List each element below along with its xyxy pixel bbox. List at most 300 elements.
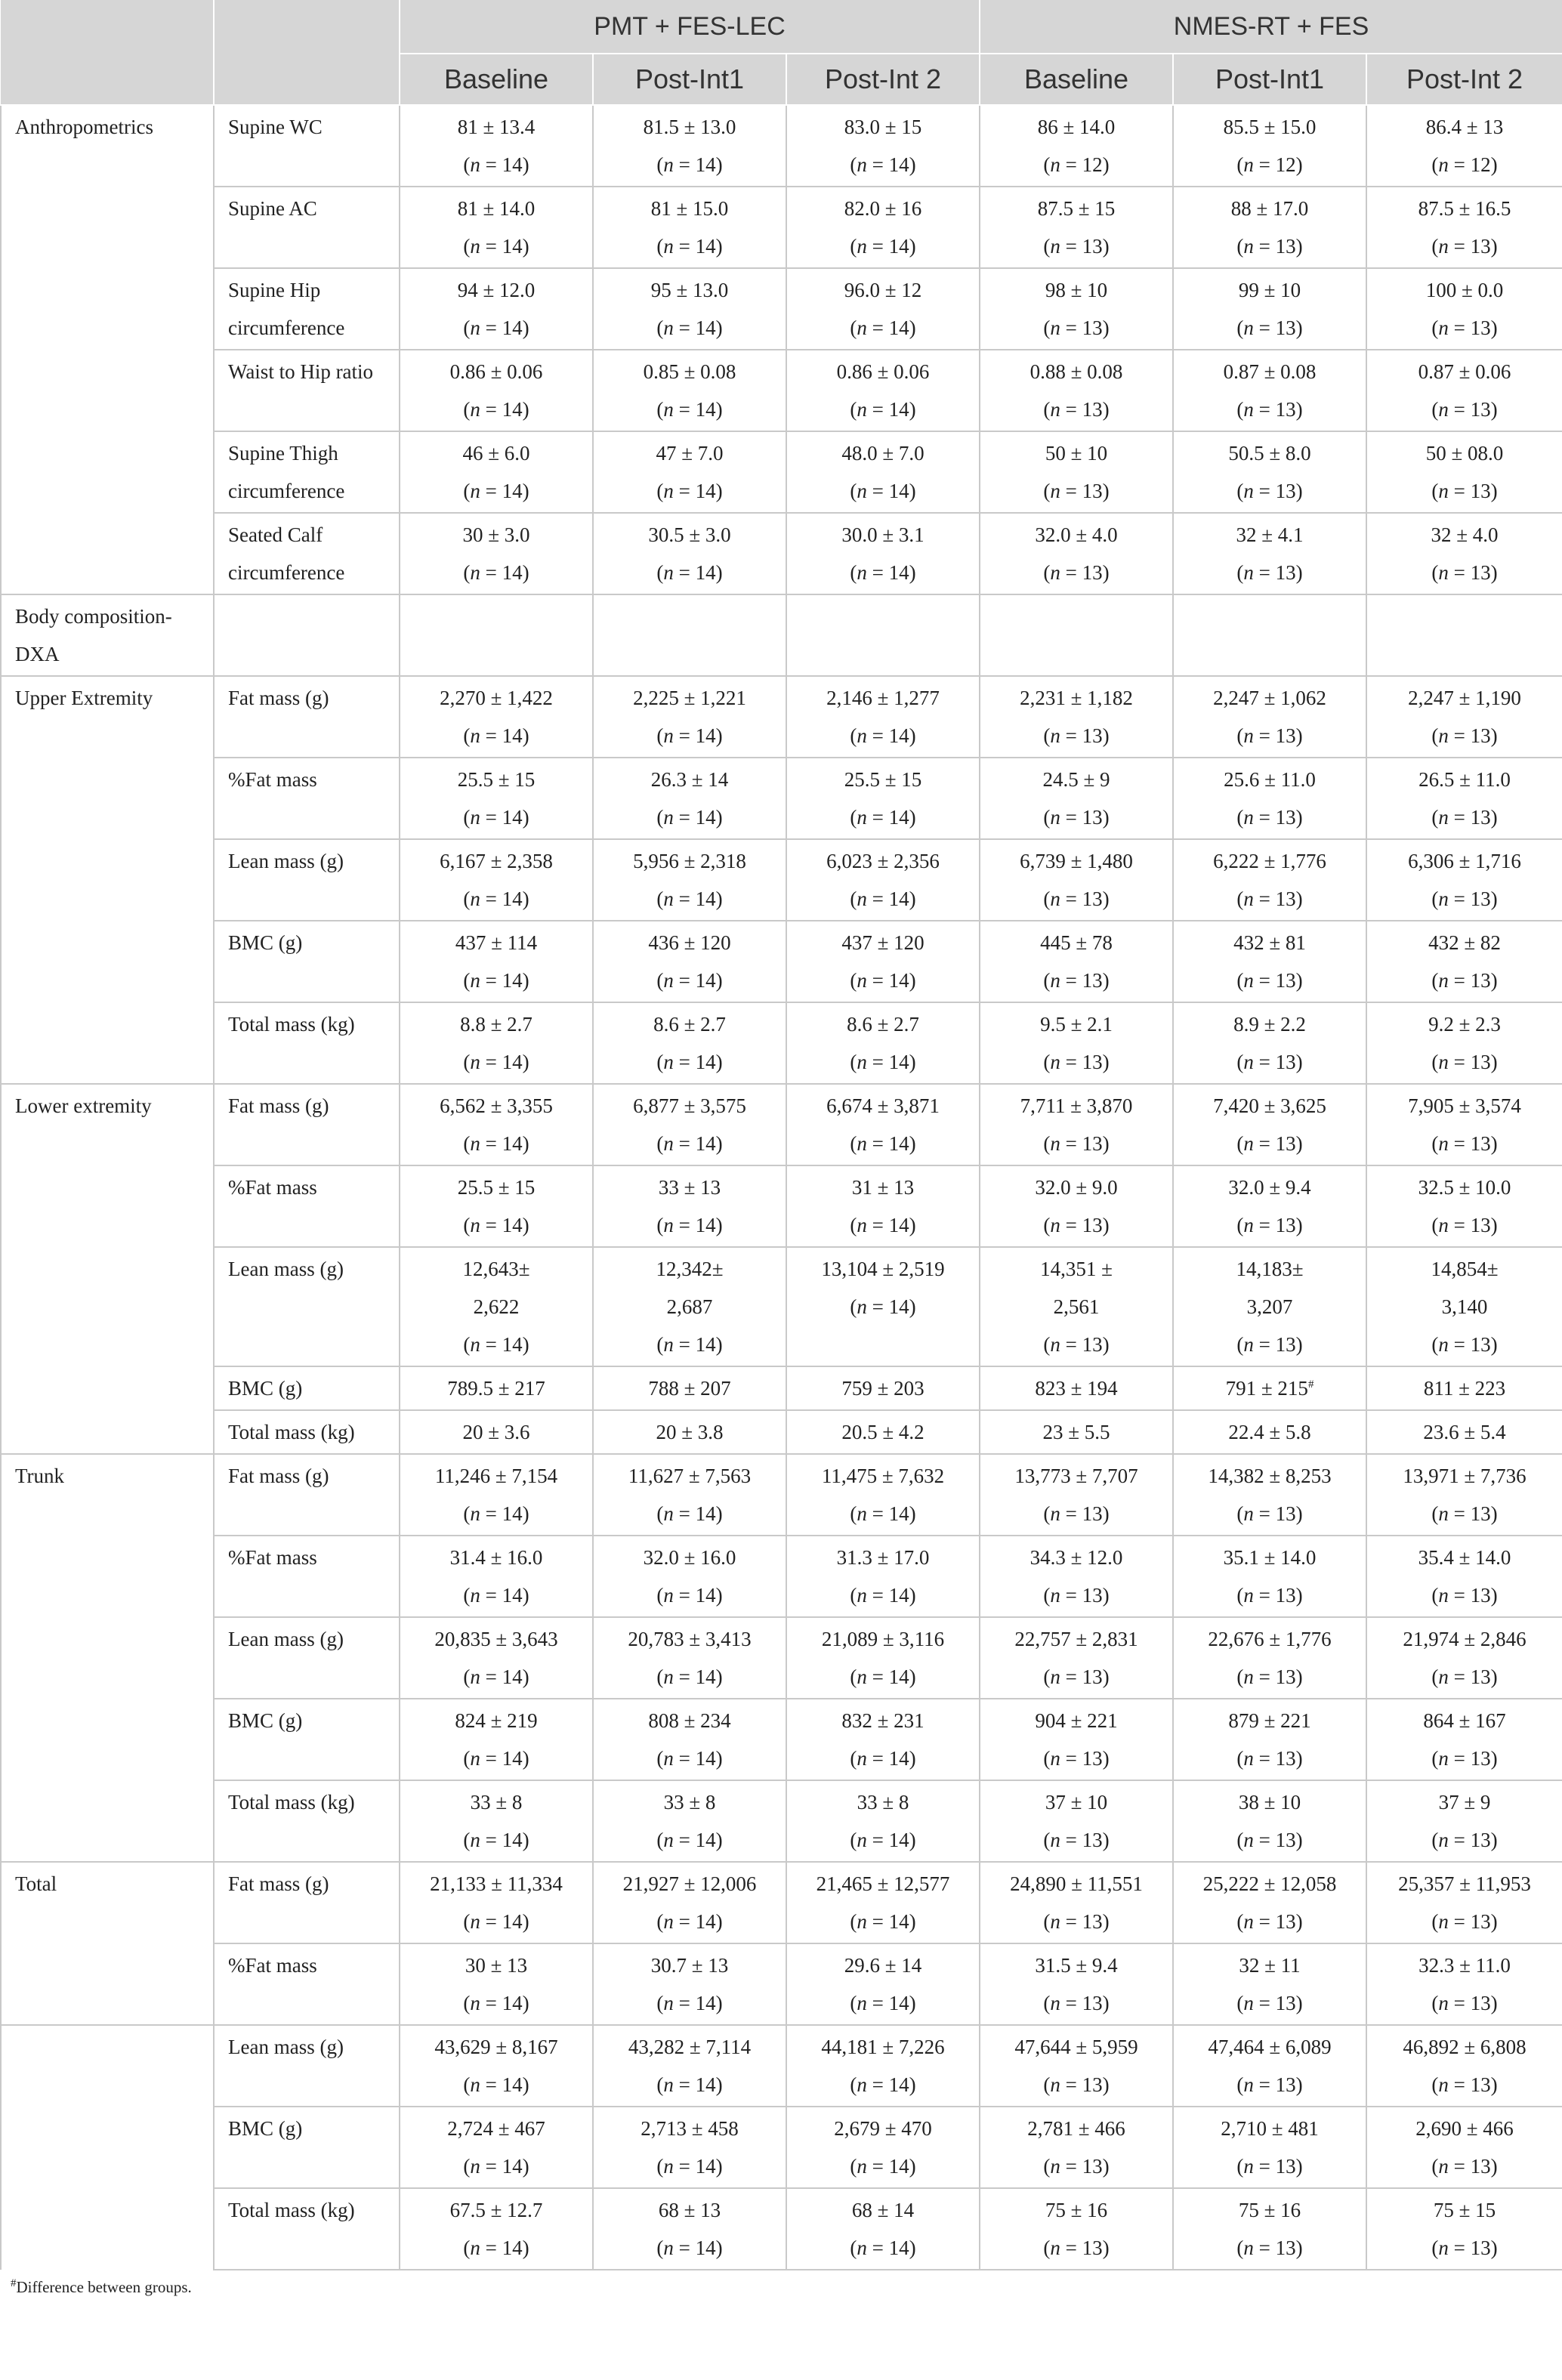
- mean-sd-value: 0.86 ± 0.06: [449, 360, 543, 383]
- mean-sd-value: 30 ± 13: [465, 1954, 528, 1977]
- sample-size: (n = 13): [1431, 806, 1498, 829]
- mean-sd-value: 14,382 ± 8,253: [1208, 1465, 1332, 1487]
- value-cell: [1366, 105, 1562, 187]
- sample-size: (n = 14): [850, 969, 916, 992]
- n-value: 14: [695, 1992, 716, 2014]
- value-cell: [400, 513, 593, 594]
- mean-sd-value: 14,351 ± 2,561: [1040, 1258, 1113, 1318]
- n-label: n: [1050, 480, 1060, 502]
- n-value: 14: [502, 235, 523, 258]
- n-value: 14: [502, 398, 523, 421]
- mean-sd-value: 11,475 ± 7,632: [821, 1465, 945, 1487]
- n-label: n: [857, 1584, 867, 1607]
- n-value: 13: [1470, 1910, 1491, 1933]
- value-cell: [1173, 758, 1366, 839]
- mean-sd-value: 26.3 ± 14: [650, 768, 729, 791]
- n-label: n: [1243, 153, 1254, 176]
- mean-sd-value: 0.86 ± 0.06: [836, 360, 930, 383]
- n-label: n: [1438, 480, 1449, 502]
- n-value: 14: [888, 153, 909, 176]
- mean-sd-value: 81 ± 13.4: [457, 116, 536, 138]
- timepoint-header: Post-Int 2: [1366, 54, 1562, 105]
- n-value: 13: [1275, 316, 1296, 339]
- timepoint-header: Post-Int1: [593, 54, 786, 105]
- value-cell: [786, 1247, 980, 1366]
- group-header-nmes-rt-fes: NMES-RT + FES: [980, 0, 1562, 54]
- value-cell: [1366, 2188, 1562, 2270]
- mean-sd-value: 432 ± 82: [1428, 931, 1501, 954]
- table-row: [1, 1002, 1562, 1084]
- n-value: 13: [1082, 2155, 1103, 2178]
- n-label: n: [857, 969, 867, 992]
- n-value: 14: [502, 1333, 523, 1356]
- sample-size: (n = 13): [1043, 2155, 1110, 2178]
- sample-size: (n = 14): [463, 2236, 529, 2259]
- mean-sd-value: 6,167 ± 2,358: [440, 850, 553, 872]
- sample-size: (n = 13): [1043, 1502, 1110, 1525]
- mean-sd-value: 789.5 ± 217: [447, 1377, 545, 1400]
- n-label: n: [470, 887, 480, 910]
- sample-size: (n = 14): [656, 887, 723, 910]
- sample-size: (n = 13): [1043, 1829, 1110, 1851]
- mean-sd-value: 46 ± 6.0: [462, 442, 530, 465]
- n-label: n: [470, 153, 480, 176]
- n-value: 14: [502, 969, 523, 992]
- n-value: 13: [1470, 316, 1491, 339]
- sample-size: (n = 13): [1236, 316, 1303, 339]
- n-label: n: [1050, 1584, 1060, 1607]
- sample-size: (n = 14): [463, 2155, 529, 2178]
- n-value: 13: [1082, 480, 1103, 502]
- n-label: n: [470, 1132, 480, 1155]
- sample-size: (n = 12): [1236, 153, 1303, 176]
- sample-size: (n = 14): [850, 1502, 916, 1525]
- n-value: 14: [888, 969, 909, 992]
- sample-size: (n = 14): [850, 1051, 916, 1073]
- row-variable: %Fat mass: [214, 1943, 400, 2025]
- n-value: 13: [1275, 1502, 1296, 1525]
- n-label: n: [1050, 969, 1060, 992]
- table-row: [1, 839, 1562, 921]
- sample-size: (n = 14): [656, 1333, 723, 1356]
- row-category: Anthropometrics: [1, 105, 214, 594]
- n-value: 14: [695, 561, 716, 584]
- n-label: n: [1050, 1214, 1060, 1236]
- value-cell: [400, 431, 593, 513]
- mean-sd-value: 2,146 ± 1,277: [826, 687, 940, 709]
- n-value: 14: [888, 806, 909, 829]
- n-label: n: [857, 806, 867, 829]
- n-value: 14: [695, 235, 716, 258]
- mean-sd-value: 9.2 ± 2.3: [1428, 1013, 1501, 1036]
- sample-size: (n = 14): [850, 887, 916, 910]
- value-cell: [1366, 1410, 1562, 1454]
- value-cell: [1366, 1165, 1562, 1247]
- n-value: 14: [695, 1132, 716, 1155]
- sample-size: (n = 13): [1043, 1665, 1110, 1688]
- mean-sd-value: 0.85 ± 0.08: [643, 360, 736, 383]
- n-value: 13: [1275, 1333, 1296, 1356]
- n-value: 14: [502, 2073, 523, 2096]
- n-value: 14: [888, 2155, 909, 2178]
- mean-sd-value: 21,089 ± 3,116: [821, 1628, 945, 1650]
- n-value: 13: [1275, 561, 1296, 584]
- row-variable: Seated Calf circumference: [214, 513, 400, 594]
- n-label: n: [470, 2155, 480, 2178]
- mean-sd-value: 31.5 ± 9.4: [1035, 1954, 1118, 1977]
- mean-sd-value: 2,247 ± 1,190: [1408, 687, 1521, 709]
- mean-sd-value: 445 ± 78: [1040, 931, 1113, 954]
- value-cell: [980, 1084, 1173, 1165]
- n-value: 13: [1082, 1910, 1103, 1933]
- sample-size: (n = 13): [1431, 1829, 1498, 1851]
- mean-sd-value: 100 ± 0.0: [1425, 279, 1504, 301]
- sample-size: (n = 14): [656, 1910, 723, 1933]
- n-value: 14: [695, 2155, 716, 2178]
- value-cell: [786, 1454, 980, 1536]
- mean-sd-value: 30 ± 3.0: [462, 523, 530, 546]
- value-cell: [1366, 1862, 1562, 1943]
- n-label: n: [1438, 2073, 1449, 2096]
- mean-sd-value: 0.87 ± 0.08: [1223, 360, 1317, 383]
- n-value: 13: [1470, 806, 1491, 829]
- value-cell: [786, 350, 980, 431]
- mean-sd-value: 20,835 ± 3,643: [434, 1628, 558, 1650]
- value-cell: [786, 268, 980, 350]
- mean-sd-value: 13,104 ± 2,519: [821, 1258, 945, 1280]
- sample-size: (n = 14): [850, 1295, 916, 1318]
- n-label: n: [1050, 1829, 1060, 1851]
- n-value: 14: [888, 480, 909, 502]
- n-value: 13: [1275, 2073, 1296, 2096]
- n-label: n: [470, 1502, 480, 1525]
- n-label: n: [1438, 1051, 1449, 1073]
- n-value: 13: [1470, 561, 1491, 584]
- n-value: 13: [1275, 1584, 1296, 1607]
- mean-sd-value: 44,181 ± 7,226: [821, 2036, 945, 2058]
- table-row: [1, 1862, 1562, 1943]
- sample-size: (n = 14): [463, 1665, 529, 1688]
- value-cell: [593, 2025, 786, 2107]
- mean-sd-value: 0.87 ± 0.06: [1418, 360, 1511, 383]
- n-value: 14: [695, 2073, 716, 2096]
- value-cell: [980, 105, 1173, 187]
- n-label: n: [1243, 561, 1254, 584]
- sample-size: (n = 14): [463, 1132, 529, 1155]
- n-label: n: [1243, 1051, 1254, 1073]
- n-value: 14: [502, 153, 523, 176]
- sample-size: (n = 13): [1431, 561, 1498, 584]
- mean-sd-value: 95 ± 13.0: [650, 279, 729, 301]
- sample-size: (n = 13): [1431, 398, 1498, 421]
- n-value: 13: [1082, 1829, 1103, 1851]
- n-label: n: [1050, 235, 1060, 258]
- n-value: 13: [1082, 1747, 1103, 1770]
- n-value: 13: [1470, 1132, 1491, 1155]
- table-row: [1, 1617, 1562, 1699]
- n-value: 14: [502, 1584, 523, 1607]
- value-cell: [1173, 921, 1366, 1002]
- sample-size: (n = 14): [850, 1132, 916, 1155]
- n-value: 14: [695, 1910, 716, 1933]
- mean-sd-value: 43,282 ± 7,114: [628, 2036, 752, 2058]
- value-cell: [593, 1699, 786, 1780]
- sample-size: (n = 13): [1043, 1333, 1110, 1356]
- sample-size: (n = 14): [463, 480, 529, 502]
- n-value: 13: [1275, 724, 1296, 747]
- n-value: 14: [502, 724, 523, 747]
- value-cell: [400, 1002, 593, 1084]
- mean-sd-value: 25.5 ± 15: [457, 1176, 536, 1199]
- n-label: n: [1438, 1665, 1449, 1688]
- mean-sd-value: 20.5 ± 4.2: [841, 1421, 925, 1443]
- sample-size: (n = 14): [850, 724, 916, 747]
- mean-sd-value: 25.5 ± 15: [457, 768, 536, 791]
- value-cell: [1173, 187, 1366, 268]
- mean-sd-value: 2,225 ± 1,221: [633, 687, 746, 709]
- mean-sd-value: 22.4 ± 5.8: [1228, 1421, 1311, 1443]
- sample-size: (n = 14): [850, 1910, 916, 1933]
- value-cell: [593, 1410, 786, 1454]
- n-value: 14: [888, 1829, 909, 1851]
- sample-size: (n = 13): [1431, 480, 1498, 502]
- n-label: n: [1438, 2155, 1449, 2178]
- n-label: n: [857, 1665, 867, 1688]
- n-label: n: [1438, 316, 1449, 339]
- n-value: 13: [1082, 1502, 1103, 1525]
- n-value: 14: [888, 561, 909, 584]
- n-value: 13: [1275, 1992, 1296, 2014]
- value-cell: [980, 1247, 1173, 1366]
- n-label: n: [1438, 724, 1449, 747]
- n-label: n: [663, 806, 674, 829]
- n-label: n: [663, 1747, 674, 1770]
- mean-sd-value: 26.5 ± 11.0: [1418, 768, 1511, 791]
- value-cell: [400, 105, 593, 187]
- n-label: n: [1438, 887, 1449, 910]
- row-variable: Total mass (kg): [214, 1780, 400, 1862]
- mean-sd-value: 81.5 ± 13.0: [643, 116, 736, 138]
- row-variable: Total mass (kg): [214, 1002, 400, 1084]
- mean-sd-value: 68 ± 13: [658, 2199, 721, 2221]
- value-cell: [786, 187, 980, 268]
- sample-size: (n = 13): [1431, 1910, 1498, 1933]
- n-value: 13: [1470, 235, 1491, 258]
- n-value: 13: [1275, 806, 1296, 829]
- mean-sd-value: 864 ± 167: [1423, 1709, 1506, 1732]
- row-variable: BMC (g): [214, 921, 400, 1002]
- mean-sd-value: 2,724 ± 467: [447, 2117, 545, 2140]
- sample-size: (n = 14): [656, 1132, 723, 1155]
- value-cell: [786, 1366, 980, 1410]
- n-value: 14: [695, 1665, 716, 1688]
- n-label: n: [663, 969, 674, 992]
- value-cell: [593, 1002, 786, 1084]
- n-label: n: [663, 1051, 674, 1073]
- n-value: 14: [502, 561, 523, 584]
- value-cell: [980, 1410, 1173, 1454]
- sample-size: (n = 13): [1236, 1992, 1303, 2014]
- sample-size: (n = 14): [463, 1584, 529, 1607]
- n-label: n: [1050, 2155, 1060, 2178]
- n-value: 14: [888, 887, 909, 910]
- mean-sd-value: 38 ± 10: [1238, 1791, 1301, 1814]
- mean-sd-value: 99 ± 10: [1238, 279, 1301, 301]
- sample-size: (n = 13): [1043, 480, 1110, 502]
- timepoint-header: Baseline: [980, 54, 1173, 105]
- n-value: 14: [502, 2155, 523, 2178]
- mean-sd-value: 94 ± 12.0: [457, 279, 536, 301]
- sample-size: (n = 14): [656, 1584, 723, 1607]
- value-cell: [1366, 839, 1562, 921]
- sample-size: (n = 13): [1236, 480, 1303, 502]
- sample-size: (n = 13): [1431, 1051, 1498, 1073]
- n-label: n: [1243, 1502, 1254, 1525]
- mean-sd-value: 34.3 ± 12.0: [1030, 1546, 1123, 1569]
- n-value: 14: [888, 1214, 909, 1236]
- n-value: 14: [502, 1665, 523, 1688]
- mean-sd-value: 50 ± 08.0: [1425, 442, 1504, 465]
- n-value: 13: [1275, 398, 1296, 421]
- n-label: n: [1243, 2236, 1254, 2259]
- sample-size: (n = 13): [1043, 1910, 1110, 1933]
- value-cell: [593, 187, 786, 268]
- sample-size: (n = 13): [1043, 1214, 1110, 1236]
- row-variable: Supine Thigh circumference: [214, 431, 400, 513]
- n-value: 14: [695, 1584, 716, 1607]
- value-cell: [400, 921, 593, 1002]
- value-cell: [400, 1780, 593, 1862]
- value-cell: [980, 1165, 1173, 1247]
- value-cell: [400, 839, 593, 921]
- mean-sd-value: 31.4 ± 16.0: [449, 1546, 543, 1569]
- row-variable: %Fat mass: [214, 1165, 400, 1247]
- table-row: [1, 1165, 1562, 1247]
- n-label: n: [857, 1910, 867, 1933]
- n-label: n: [857, 887, 867, 910]
- value-cell: [786, 921, 980, 1002]
- mean-sd-value: 6,023 ± 2,356: [826, 850, 940, 872]
- mean-sd-value: 21,465 ± 12,577: [816, 1872, 950, 1895]
- value-cell: [1366, 1536, 1562, 1617]
- row-variable: Supine WC: [214, 105, 400, 187]
- value-cell: [786, 2188, 980, 2270]
- table-row: [1, 431, 1562, 513]
- value-cell: [980, 1536, 1173, 1617]
- n-value: 14: [502, 806, 523, 829]
- n-label: n: [1243, 316, 1254, 339]
- table-row: [1, 1699, 1562, 1780]
- mean-sd-value: 29.6 ± 14: [844, 1954, 922, 1977]
- n-label: n: [1438, 1584, 1449, 1607]
- value-cell: [1173, 676, 1366, 758]
- value-cell: [980, 268, 1173, 350]
- n-label: n: [1438, 1747, 1449, 1770]
- n-value: 14: [502, 1502, 523, 1525]
- n-value: 14: [502, 1132, 523, 1155]
- n-label: n: [857, 1214, 867, 1236]
- sample-size: (n = 14): [463, 316, 529, 339]
- mean-sd-value: 47,644 ± 5,959: [1014, 2036, 1138, 2058]
- mean-sd-value: 8.9 ± 2.2: [1233, 1013, 1306, 1036]
- n-value: 14: [502, 1051, 523, 1073]
- n-value: 14: [695, 153, 716, 176]
- sample-size: (n = 13): [1431, 2155, 1498, 2178]
- n-label: n: [470, 398, 480, 421]
- n-value: 14: [695, 1214, 716, 1236]
- n-label: n: [1243, 724, 1254, 747]
- sample-size: (n = 13): [1236, 1584, 1303, 1607]
- sample-size: (n = 13): [1236, 2155, 1303, 2178]
- row-category: Trunk: [1, 1454, 214, 1862]
- sample-size: (n = 13): [1236, 1333, 1303, 1356]
- n-value: 13: [1275, 1132, 1296, 1155]
- n-value: 13: [1275, 1214, 1296, 1236]
- mean-sd-value: 11,246 ± 7,154: [434, 1465, 558, 1487]
- mean-sd-value: 50.5 ± 8.0: [1228, 442, 1311, 465]
- sample-size: (n = 14): [656, 1747, 723, 1770]
- value-cell: [1173, 1454, 1366, 1536]
- n-label: n: [470, 235, 480, 258]
- n-value: 14: [888, 1665, 909, 1688]
- table-row: [1, 1084, 1562, 1165]
- table-row: [1, 1454, 1562, 1536]
- sample-size: (n = 13): [1431, 2073, 1498, 2096]
- n-value: 13: [1275, 1747, 1296, 1770]
- value-cell: [786, 431, 980, 513]
- n-label: n: [857, 480, 867, 502]
- sample-size: (n = 14): [850, 2236, 916, 2259]
- sample-size: (n = 13): [1043, 235, 1110, 258]
- n-value: 14: [695, 2236, 716, 2259]
- value-cell: [1173, 1780, 1366, 1862]
- mean-sd-value: 47,464 ± 6,089: [1208, 2036, 1332, 2058]
- mean-sd-value: 791 ± 215#: [1225, 1377, 1314, 1400]
- n-label: n: [1438, 1829, 1449, 1851]
- n-label: n: [663, 1132, 674, 1155]
- sample-size: (n = 14): [656, 2155, 723, 2178]
- n-label: n: [1438, 1910, 1449, 1933]
- sample-size: (n = 14): [850, 235, 916, 258]
- sample-size: (n = 14): [463, 1051, 529, 1073]
- n-label: n: [663, 887, 674, 910]
- mean-sd-value: 823 ± 194: [1035, 1377, 1118, 1400]
- n-value: 13: [1275, 1051, 1296, 1073]
- n-value: 14: [695, 969, 716, 992]
- value-cell: [593, 1617, 786, 1699]
- sample-size: (n = 14): [850, 561, 916, 584]
- sample-size: (n = 13): [1043, 806, 1110, 829]
- mean-sd-value: 14,854± 3,140: [1431, 1258, 1499, 1318]
- sample-size: (n = 13): [1431, 2236, 1498, 2259]
- mean-sd-value: 12,643± 2,622: [462, 1258, 530, 1318]
- mean-sd-value: 759 ± 203: [841, 1377, 925, 1400]
- n-value: 13: [1082, 969, 1103, 992]
- value-cell: [400, 594, 593, 676]
- n-label: n: [470, 1665, 480, 1688]
- n-label: n: [1243, 1132, 1254, 1155]
- value-cell: [980, 1699, 1173, 1780]
- value-cell: [1173, 105, 1366, 187]
- n-value: 13: [1470, 2073, 1491, 2096]
- n-value: 13: [1082, 806, 1103, 829]
- mean-sd-value: 808 ± 234: [648, 1709, 731, 1732]
- n-label: n: [1243, 1747, 1254, 1770]
- n-label: n: [663, 1665, 674, 1688]
- value-cell: [593, 1454, 786, 1536]
- n-value: 13: [1082, 1132, 1103, 1155]
- sample-size: (n = 14): [463, 398, 529, 421]
